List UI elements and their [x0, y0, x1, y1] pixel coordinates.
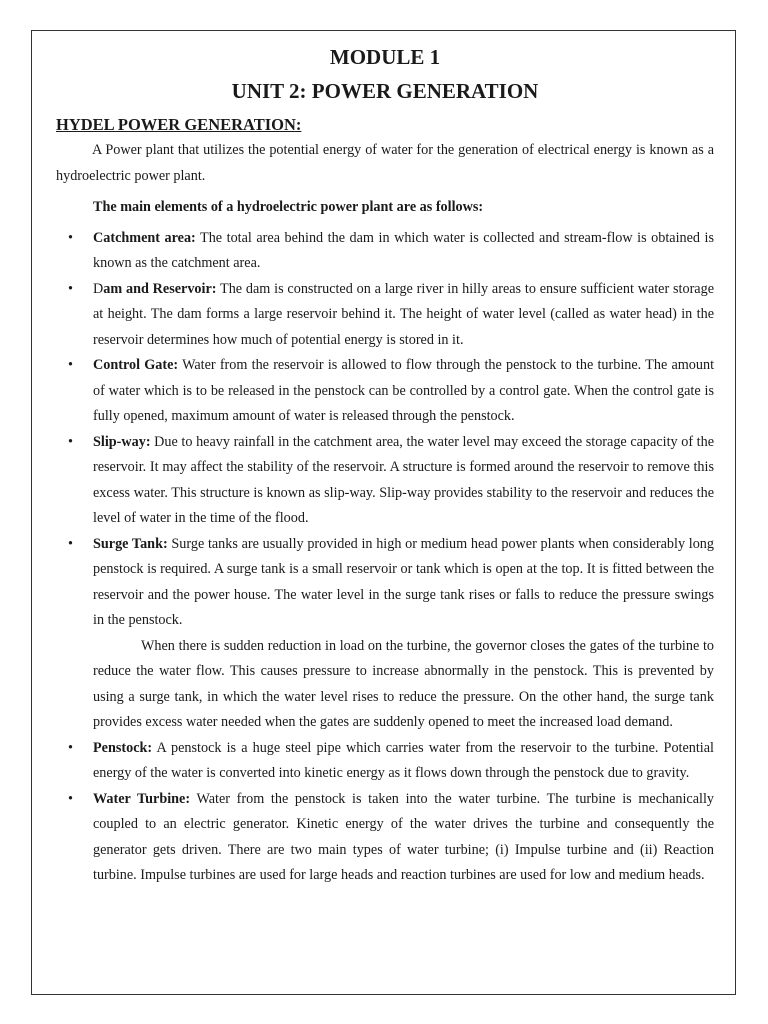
term: Surge Tank: [93, 535, 168, 552]
description: The total area behind the dam in which water is collected and stream-flow is obtained is known as the catchment area. [93, 229, 714, 271]
term: Penstock: [93, 739, 153, 756]
term: Control Gate: [93, 357, 179, 373]
bullet-icon: • [68, 357, 73, 373]
list-item-penstock [56, 736, 714, 787]
description: Due to heavy rainfall in the catchment area, the water level may exceed the storage capacity of the reservoir. It may affect the stability of the reservoir. A structure is formed around the reservoir to remove this excess water. This structure is known as slip-way. Slip-way provides stability to the reservoir and reduces the level of water in the time of the flood. [93, 433, 714, 526]
description: Water from the penstock is taken into the water turbine. The turbine is mechanically coupled to an electric generator. Kinetic energy of the water drives the turbine and consequently the generator gets driven. There are two main types of water turbine; (i) Impulse turbine and (ii) Reaction turbine. Impulse turbines are used for large heads and reaction turbines are used for low and medium heads. [93, 790, 714, 883]
list-item-catchment-area [56, 226, 714, 277]
term: am and Reservoir: [103, 280, 217, 297]
list-item-dam-and-reservoir [56, 277, 714, 354]
term: Catchment area: [93, 229, 196, 246]
bullet-icon: • [68, 433, 73, 450]
elements-lead: The main elements of a hydroelectric power plant are as follows: [93, 199, 484, 215]
list-item-surge-tank [56, 532, 714, 736]
document-body [56, 42, 714, 889]
surge-tank-extra-paragraph: When there is sudden reduction in load on the turbine, the governor closes the gates of the turbine to reduce the water flow. This causes pressure to increase abnormally in the penstock. This is prevented by using a surge tank, in which the water level rises to reduce the pressure. On the other hand, the surge tank provides excess water needed when the gates are suddenly opened to meet the increased load demand. [93, 637, 714, 730]
bullet-icon: • [68, 535, 73, 552]
list-item-slip-way [56, 430, 714, 532]
unit-title: UNIT 2: POWER GENERATION [231, 79, 539, 103]
description: Surge tanks are usually provided in high or medium head power plants when considerably long penstock is required. A surge tank is a small reservoir or tank which is open at the top. It is fitted between the reservoir and the power house. The water level in the surge tank rises or falls to reduce the pressure swings in the penstock. [93, 535, 714, 628]
description: Water from the reservoir is allowed to flow through the penstock to the turbine. The amount of water which is to be released in the penstock can be controlled by a control gate. When the control gate is fully opened, maximum amount of water is released through the penstock. [93, 357, 715, 424]
elements-list [56, 226, 714, 889]
description: A penstock is a huge steel pipe which carries water from the reservoir to the turbine. Potential energy of the water is converted into kinetic energy as it flows down through the penstock due to gravity. [93, 739, 714, 781]
description: The dam is constructed on a large river in hilly areas to ensure sufficient water storage at height. The dam forms a large reservoir behind it. The height of water level (called as water head) in the reservoir determines how much of potential energy is stored in it. [93, 280, 714, 348]
bullet-icon: • [68, 739, 73, 756]
module-title: MODULE 1 [329, 45, 441, 69]
intro-paragraph: A Power plant that utilizes the potential energy of water for the generation of electrical energy is known as a hydroelectric power plant. [56, 142, 714, 184]
bullet-icon: • [68, 280, 73, 297]
term: Slip-way: [93, 433, 151, 450]
term: Water Turbine: [93, 790, 191, 807]
section-heading: HYDEL POWER GENERATION: [56, 115, 302, 134]
bullet-icon: • [68, 790, 73, 807]
term-prefix: D [93, 280, 104, 297]
bullet-icon: • [68, 229, 73, 246]
list-item-control-gate [56, 353, 714, 430]
list-item-water-turbine [56, 787, 714, 889]
